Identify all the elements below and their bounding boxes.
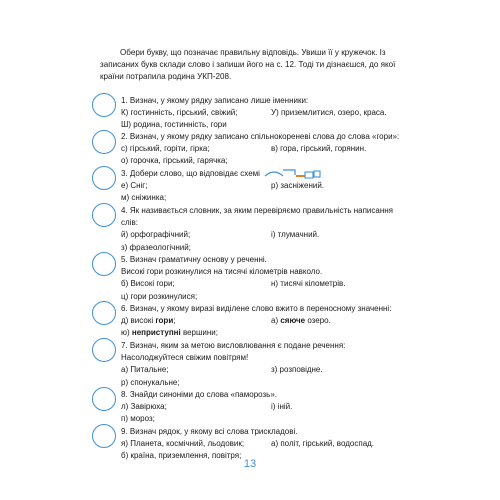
question-6-stem: 6. Визнач, у якому виразі виділене слово вжито в переносному значенні: xyxy=(121,304,392,313)
question-3-stem: 3. Добери слово, що відповідає схемі xyxy=(121,169,260,178)
question-6-option-3: ю) неприступні вершини; xyxy=(121,328,218,338)
question-5-option-3: ц) гори розкинулися; xyxy=(121,291,198,301)
question-1-stem: 1. Визнач, у якому рядку записано лише іменники: xyxy=(121,96,309,105)
question-7-option-1: а) Питальне; xyxy=(121,365,169,375)
question-9-option-2: а) політ, гірський, водоспад. xyxy=(271,439,375,449)
question-6 xyxy=(121,303,411,340)
question-4-option-1: й) орфографічний; xyxy=(121,230,191,240)
question-9-stem: 9. Визнач рядок, у якому всі слова трискладові. xyxy=(121,427,298,436)
question-6-option-1: д) високі гори; xyxy=(121,316,176,326)
instructions-paragraph: Обери букву, що позначає правильну відповідь. Увиши її у кружечок. Із записаних букв склади слово і запиши його на с. 12. Тоді ти дізнаєшся, до якої країни потрапила родина УКП-208. xyxy=(100,48,396,82)
question-8-option-2: і) іній. xyxy=(271,402,293,412)
question-8-option-3: п) мороз; xyxy=(121,414,155,424)
page-number: 13 xyxy=(243,458,257,470)
question-2-stem: 2. Визнач, у якому рядку записано спільнокореневі слова до слова «гори»: xyxy=(121,132,400,141)
question-3-option-1: е) Сніг; xyxy=(121,181,148,191)
question-1-option-1: К) гостинність, гірський, свіжий; xyxy=(121,108,238,118)
word-scheme-icon xyxy=(264,168,326,180)
question-7-option-2: з) розповідне. xyxy=(271,365,323,375)
question-7-option-3: р) спонукальне; xyxy=(121,377,180,387)
answer-circle-2[interactable] xyxy=(92,130,116,154)
question-5 xyxy=(121,254,411,303)
question-1 xyxy=(121,95,411,132)
question-2-option-2: в) гора, гірський, горянин. xyxy=(271,144,367,154)
question-4-stem: 4. Як називається словник, за яким перевіряємо правильність написання слів: xyxy=(121,206,394,228)
question-2 xyxy=(121,131,411,168)
question-7-stem: 7. Визнач, яким за метою висловлювання є подане речення: xyxy=(121,341,346,350)
question-7-sentence: Насолоджуйтеся свіжим повітрям! xyxy=(121,353,249,363)
question-1-option-2: У) приземлитися, озеро, краса. xyxy=(271,108,387,118)
question-9-option-1: я) Планета, космічний, льодовик; xyxy=(121,439,245,449)
question-5-option-2: н) тисячі кілометрів. xyxy=(271,279,346,289)
question-5-option-1: б) Високі гори; xyxy=(121,279,175,289)
answer-circle-9[interactable] xyxy=(92,424,116,448)
question-5-stem: 5. Визнач граматичну основу у реченні. xyxy=(121,255,267,264)
question-8 xyxy=(121,389,411,426)
answer-circle-6[interactable] xyxy=(92,301,116,325)
question-8-stem: 8. Знайди синоніми до слова «паморозь». xyxy=(121,390,278,399)
question-3 xyxy=(121,168,411,205)
question-4-option-3: з) фразеологічний; xyxy=(121,242,191,252)
question-3-option-3: м) сніжинка; xyxy=(121,193,167,203)
question-4 xyxy=(121,205,411,254)
question-4-option-2: і) тлумачний. xyxy=(271,230,320,240)
question-8-option-1: л) Завірюха; xyxy=(121,402,167,412)
question-1-option-3: Ш) родина, гостинність, гори xyxy=(121,120,227,130)
answer-circle-8[interactable] xyxy=(92,387,116,411)
question-6-option-2: а) сяюче озеро. xyxy=(271,316,331,326)
question-5-sentence: Високі гори розкинулися на тисячі кілометрів навколо. xyxy=(121,267,323,277)
answer-circle-4[interactable] xyxy=(92,203,116,227)
question-7 xyxy=(121,340,411,389)
question-9-option-3: б) країна, приземлення, повітря; xyxy=(121,451,242,461)
answer-circle-3[interactable] xyxy=(92,166,116,190)
answer-circle-7[interactable] xyxy=(92,338,116,362)
answer-circle-5[interactable] xyxy=(92,252,116,276)
question-2-option-1: с) гірський, горіти, гірка; xyxy=(121,144,210,154)
answer-circle-1[interactable] xyxy=(92,93,116,117)
question-2-option-3: о) горочка, гірський, гарячка; xyxy=(121,156,228,166)
question-3-option-2: р) засніжений. xyxy=(271,181,325,191)
